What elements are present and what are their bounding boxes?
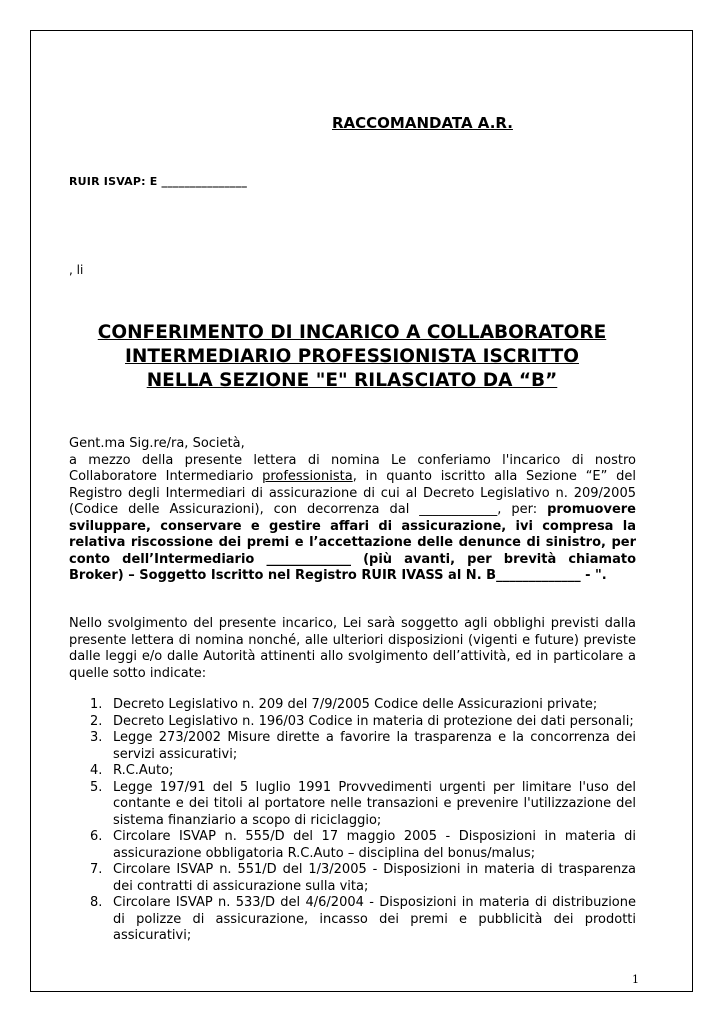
list-item-text: Decreto Legislativo n. 209 del 7/9/2005 Codice delle Assicurazioni private; — [113, 697, 598, 712]
list-item-number: 1. — [90, 697, 103, 712]
list-item-number: 3. — [90, 730, 103, 745]
list-item-number: 6. — [90, 829, 103, 844]
list-item — [69, 895, 636, 945]
list-item — [69, 697, 636, 714]
appointment-text-a: a mezzo della presente lettera di nomina Le conferiamo l'incarico di nostro Collaboratore Intermediario — [69, 452, 636, 484]
raccomandata-heading: RACCOMANDATA A.R. — [332, 114, 513, 132]
list-item-text: Circolare ISVAP n. 533/D del 4/6/2004 - Disposizioni in materia di distribuzione di polizze di assicurazione, incasso dei premi e pubblicità dei prodotti assicurativi; — [113, 895, 636, 943]
place-date-line: , li — [69, 263, 84, 277]
list-item-number: 8. — [90, 895, 103, 910]
list-item — [69, 829, 636, 862]
list-item — [69, 780, 636, 830]
page-number: 1 — [632, 973, 639, 986]
list-item — [69, 763, 636, 780]
list-item-text: Circolare ISVAP n. 551/D del 1/3/2005 - Disposizioni in materia di trasparenza dei contratti di assicurazione sulla vita; — [113, 862, 636, 894]
underlined-word: professionista — [262, 469, 353, 484]
body-paragraph-1 — [69, 436, 636, 585]
list-item — [69, 862, 636, 895]
list-item-text: Legge 273/2002 Misure dirette a favorire la trasparenza e la concorrenza dei servizi assicurativi; — [113, 730, 636, 762]
list-item-number: 5. — [90, 779, 103, 795]
appointment-text — [69, 453, 636, 585]
list-item-text: Circolare ISVAP n. 555/D del 17 maggio 2005 - Disposizioni in materia di assicurazione obbligatoria R.C.Auto – disciplina del bonus/malus; — [113, 829, 636, 861]
title-line-3: NELLA SEZIONE "E" RILASCIATO DA “B” — [146, 370, 558, 391]
appointment-bold-text: promuovere sviluppare, conservare e gestire affari di assicurazione, ivi compresa la relativa riscossione dei premi e l’accettazione delle denunce di sinistro, per conto dell’Intermediario _____________ (più avanti, per brevità chiamato Broker) – Soggetto Iscritto nel Registro RUIR IVASS al N. B_____________ - ". — [69, 502, 636, 583]
list-item-text: Decreto Legislativo n. 196/03 Codice in materia di protezione dei dati personali; — [113, 713, 634, 729]
body-paragraph-2: Nello svolgimento del presente incarico, Lei sarà soggetto agli obblighi previsti dalla presente lettera di nomina nonché, alle ulteriori disposizioni (vigenti e future) previste dalle leggi e/o dalle Autorità attinenti allo svolgimento dell’attività, ed in particolare a quelle sotto indicate: — [69, 616, 636, 681]
greeting: Gent.ma Sig.re/ra, Società, — [69, 436, 245, 451]
document-title — [69, 321, 635, 393]
list-item-text: Legge 197/91 del 5 luglio 1991 Provvedimenti urgenti per limitare l'uso del contante e dei titoli al portatore nelle transazioni e prevenire l'utilizzazione del sistema finanziario a scopo di riciclaggio; — [113, 779, 636, 828]
list-item — [69, 730, 636, 763]
list-item — [69, 714, 636, 731]
title-line-1: CONFERIMENTO DI INCARICO A COLLABORATORE — [97, 322, 607, 343]
list-item-number: 4. — [90, 763, 103, 778]
appointment-text-b: , in quanto iscritto alla Sezione “E” del Registro degli Intermediari di assicurazione di cui al Decreto Legislativo n. 209/2005 (Codice delle Assicurazioni), con decorrenza dal ____________, per: — [69, 469, 636, 517]
list-item-number: 7. — [90, 862, 103, 877]
ruir-isvap-field: RUIR ISVAP: E _______________ — [69, 175, 248, 188]
title-line-2: INTERMEDIARIO PROFESSIONISTA ISCRITTO — [125, 346, 579, 367]
list-item-number: 2. — [90, 713, 103, 729]
regulations-list — [69, 697, 636, 945]
list-item-text: R.C.Auto; — [113, 763, 174, 778]
